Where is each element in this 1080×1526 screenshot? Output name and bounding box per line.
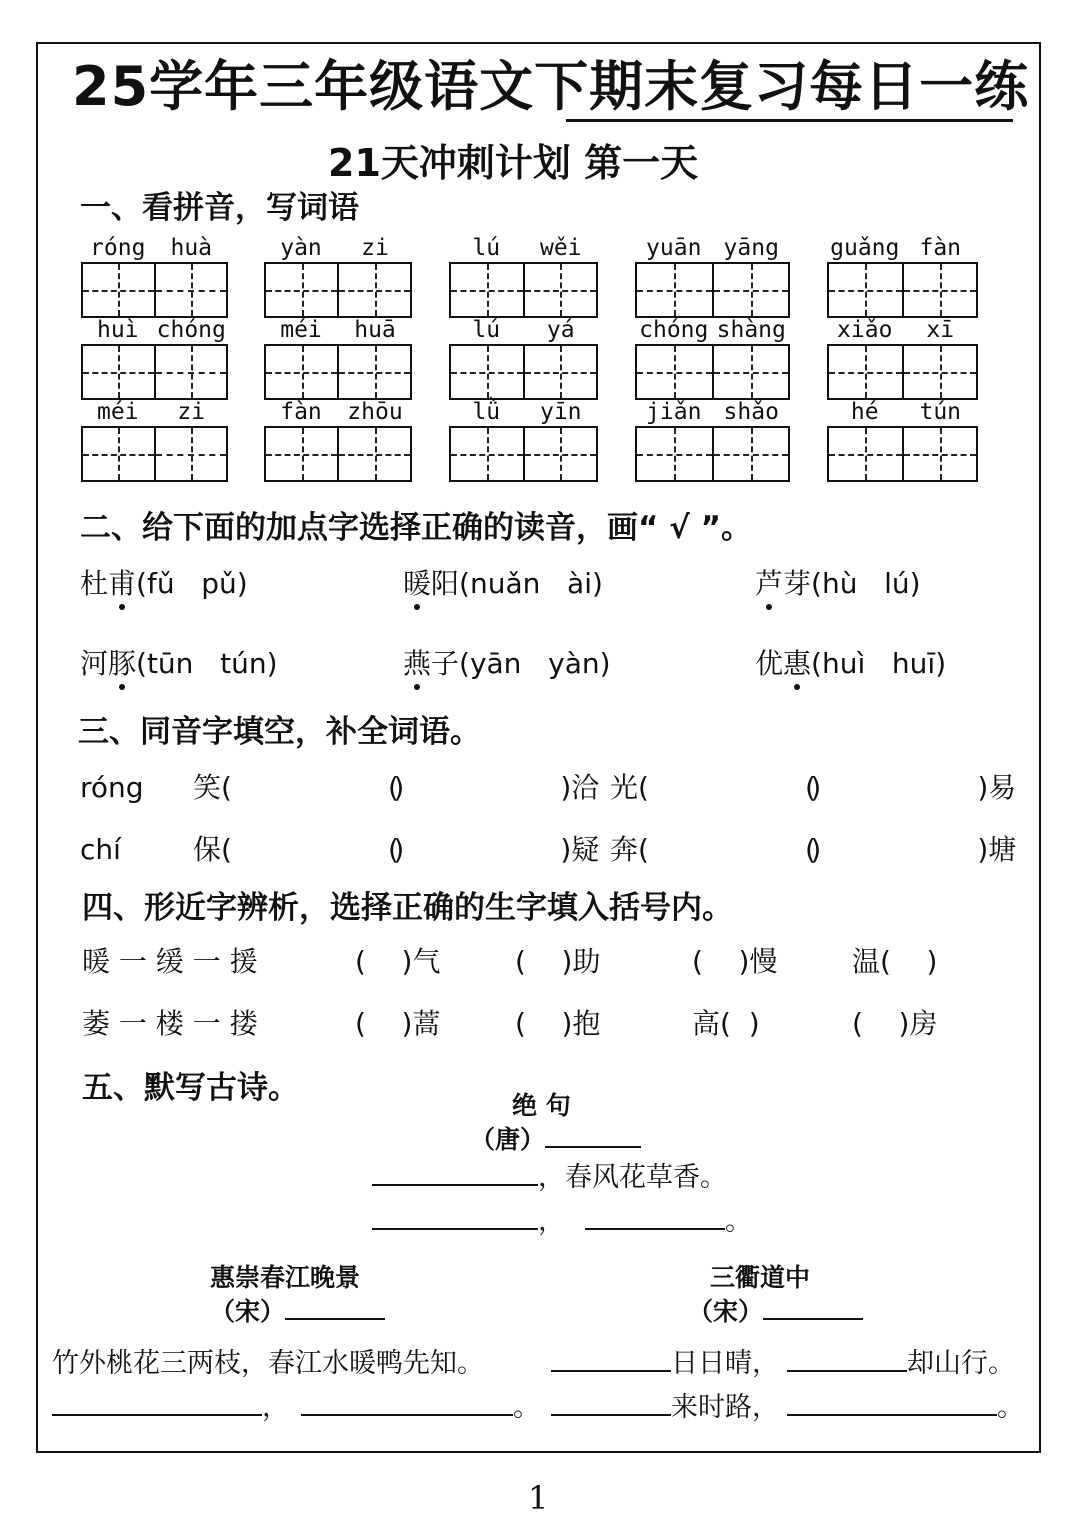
fill-blank-item[interactable]: 高( ) (692, 1007, 760, 1040)
tianzige-cell[interactable] (712, 264, 789, 316)
poem2-title: 惠崇春江晚景 (210, 1263, 361, 1292)
poem3-line1 (551, 1346, 1015, 1382)
tianzige-cell[interactable] (337, 428, 410, 480)
poem1-dynasty (470, 1124, 641, 1156)
fill-blank-item[interactable]: ( )洽 (388, 771, 600, 804)
tianzige-box-pair (635, 262, 790, 318)
fill-blank-item[interactable]: ( )抱 (515, 1007, 601, 1040)
pronunciation-item (80, 646, 278, 682)
pinyin-options[interactable]: (yān yàn) (459, 647, 611, 680)
pinyin-label: yuān (646, 235, 702, 261)
fill-blank-item[interactable]: 温( ) (852, 945, 938, 978)
tianzige-box-pair (264, 262, 412, 318)
poem1-line1-blank[interactable] (372, 1183, 538, 1186)
tianzige-cell[interactable] (266, 428, 337, 480)
section3-heading: 三、同音字填空，补全词语。 (78, 714, 481, 750)
tianzige-cell[interactable] (902, 428, 977, 480)
word-char: 燕 (403, 647, 432, 680)
tianzige-box-pair (635, 344, 790, 400)
word-char: 子 (431, 647, 460, 680)
poem3-dynasty-text: （宋） (688, 1297, 764, 1326)
poem2-line2-end: 。 (513, 1392, 540, 1423)
fill-blank-item[interactable]: 光( ) (610, 771, 822, 804)
pinyin-label: xī (926, 317, 955, 343)
pinyin-label: huì (96, 317, 139, 343)
pinyin-label: chóng (156, 317, 226, 343)
pinyin-label: wěi (539, 235, 582, 261)
poem1-line2-comma: ， (538, 1206, 565, 1237)
poem3-line2-blank-b[interactable] (787, 1413, 997, 1416)
word-char: 芽 (783, 567, 812, 600)
pronunciation-item (403, 646, 611, 682)
fill-blank-item[interactable]: ( )气 (355, 945, 441, 978)
tianzige-cell[interactable] (266, 346, 337, 398)
word-char: 豚 (108, 647, 137, 680)
pinyin-options[interactable]: (fǔ pǔ) (136, 567, 248, 600)
tianzige-box-pair (264, 426, 412, 482)
poem3-line1-text-b: 却山行。 (907, 1348, 1015, 1379)
pinyin-label: zhōu (347, 399, 403, 425)
tianzige-cell[interactable] (523, 428, 597, 480)
pinyin-label: yīn (539, 399, 582, 425)
poem3-line1-blank-b[interactable] (787, 1369, 907, 1372)
poem1-line2-end: 。 (725, 1206, 752, 1237)
pinyin-label: xiǎo (837, 317, 893, 343)
page-subtitle: 21天冲刺计划 第一天 (328, 141, 699, 185)
tianzige-box-pair (827, 262, 978, 318)
poem1-line2 (372, 1204, 752, 1240)
word-char: 芦 (755, 567, 784, 600)
pinyin-label: chóng (639, 317, 709, 343)
pronunciation-item (403, 566, 603, 602)
pinyin-label: fàn (919, 235, 962, 261)
pinyin-label: shàng (716, 317, 786, 343)
tianzige-cell[interactable] (902, 264, 977, 316)
tianzige-cell[interactable] (712, 428, 789, 480)
tianzige-cell[interactable] (266, 264, 337, 316)
pinyin-label: lú (472, 317, 501, 343)
poem1-title: 绝 句 (512, 1091, 571, 1120)
tianzige-cell[interactable] (83, 264, 154, 316)
poem2-dynasty-text: （宋） (210, 1297, 286, 1326)
fill-blank-item[interactable]: ( )蒿 (355, 1007, 441, 1040)
section1-heading: 一、看拼音，写词语 (80, 190, 359, 226)
pinyin-label: guǎng (830, 235, 900, 261)
poem1-line2-blank-b[interactable] (585, 1227, 725, 1230)
section2-heading: 二、给下面的加点字选择正确的读音，画“ √ ”。 (80, 510, 753, 546)
pinyin-label: méi (280, 317, 322, 343)
poem3-line2-end: 。 (997, 1392, 1024, 1423)
poem2-line2-blank-b[interactable] (301, 1413, 513, 1416)
pinyin-label: lǜ (472, 399, 501, 425)
poem1-line1 (372, 1160, 727, 1196)
pronunciation-item (755, 646, 946, 682)
fill-blank-item[interactable]: 笑( ) (193, 771, 405, 804)
pinyin-label: zi (361, 235, 389, 261)
tianzige-cell[interactable] (154, 428, 227, 480)
poem1-line2-blank-a[interactable] (372, 1227, 538, 1230)
pinyin-options[interactable]: (nuǎn ài) (459, 567, 603, 600)
poem3-line2 (551, 1390, 1024, 1426)
tianzige-cell[interactable] (523, 346, 597, 398)
page-number: 1 (528, 1479, 549, 1517)
tianzige-cell[interactable] (337, 346, 410, 398)
fill-blank-item[interactable]: ( )助 (515, 945, 601, 978)
poem3-line2-text-a: 来时路， (671, 1392, 779, 1423)
fill-blank-item[interactable]: 奔( ) (610, 833, 822, 866)
tianzige-cell[interactable] (829, 428, 902, 480)
pinyin-label: hé (850, 399, 879, 425)
fill-blank-item[interactable]: 保( ) (193, 833, 405, 866)
tianzige-cell[interactable] (637, 428, 712, 480)
pinyin-label: fàn (280, 399, 322, 425)
word-char: 甫 (108, 567, 137, 600)
pinyin-label: shǎo (723, 399, 779, 425)
poem3-line1-text-a: 日日晴， (671, 1348, 779, 1379)
tianzige-box-pair (264, 344, 412, 400)
word-char: 河 (80, 647, 109, 680)
section4-heading: 四、形近字辨析，选择正确的生字填入括号内。 (82, 890, 733, 926)
poem3-author-blank[interactable] (763, 1317, 863, 1320)
poem3-line2-blank-a[interactable] (551, 1413, 671, 1416)
pinyin-prompt: chí (80, 833, 121, 866)
poem2-author-blank[interactable] (285, 1317, 385, 1320)
tianzige-cell[interactable] (154, 264, 227, 316)
pinyin-options[interactable]: (tūn tún) (136, 647, 278, 680)
poem3-line1-blank-a[interactable] (551, 1369, 671, 1372)
tianzige-box-pair (827, 344, 978, 400)
tianzige-box-pair (635, 426, 790, 482)
pinyin-label: róng (90, 235, 146, 261)
tianzige-cell[interactable] (83, 346, 154, 398)
pinyin-label: huà (170, 235, 213, 261)
tianzige-cell[interactable] (712, 346, 789, 398)
pronunciation-item (80, 566, 248, 602)
fill-blank-item[interactable]: ( )房 (852, 1007, 938, 1040)
tianzige-cell[interactable] (337, 264, 410, 316)
tianzige-cell[interactable] (523, 264, 597, 316)
page-title: 25学年三年级语文下期末复习每日一练 (72, 55, 1030, 118)
pinyin-options[interactable]: (hù lú) (811, 567, 921, 600)
tianzige-cell[interactable] (83, 428, 154, 480)
pinyin-label: méi (96, 399, 139, 425)
tianzige-cell[interactable] (829, 264, 902, 316)
poem2-dynasty (210, 1296, 385, 1328)
tianzige-box-pair (449, 426, 598, 482)
tianzige-cell[interactable] (637, 264, 712, 316)
poem3-title: 三衢道中 (710, 1263, 811, 1292)
pinyin-options[interactable]: (huì huī) (811, 647, 947, 680)
word-char: 惠 (783, 647, 812, 680)
tianzige-cell[interactable] (637, 346, 712, 398)
pinyin-label: jiǎn (646, 399, 702, 425)
fill-blank-item[interactable]: ( )慢 (692, 945, 778, 978)
section5-heading: 五、默写古诗。 (82, 1070, 299, 1106)
word-char: 阳 (431, 567, 460, 600)
pinyin-label: yāng (723, 235, 779, 261)
pinyin-label: huā (354, 317, 396, 343)
tianzige-cell[interactable] (902, 346, 977, 398)
poem2-line2 (52, 1390, 540, 1426)
pinyin-label: zi (177, 399, 206, 425)
tianzige-cell[interactable] (451, 346, 523, 398)
tianzige-cell[interactable] (451, 428, 523, 480)
character-group: 萎 一 楼 一 搂 (82, 1007, 258, 1040)
tianzige-box-pair (827, 426, 978, 482)
word-char: 优 (755, 647, 784, 680)
pinyin-label: yá (546, 317, 575, 343)
pinyin-label: lú (472, 235, 501, 261)
tianzige-box-pair (449, 262, 598, 318)
fill-blank-item[interactable]: ( )塘 (805, 833, 1017, 866)
word-char: 暖 (403, 567, 432, 600)
poem1-line1-text: ，春风花草香。 (538, 1162, 727, 1193)
poem1-author-blank[interactable] (545, 1145, 641, 1148)
poem3-dynasty (688, 1296, 863, 1328)
tianzige-box-pair (81, 262, 228, 318)
pronunciation-item (755, 566, 921, 602)
title-underline (566, 119, 1013, 122)
character-group: 暖 一 缓 一 援 (82, 945, 258, 978)
tianzige-box-pair (81, 344, 228, 400)
pinyin-prompt: róng (80, 771, 144, 804)
poem2-line1: 竹外桃花三两枝，春江水暖鸭先知。 (52, 1348, 484, 1379)
poem1-dynasty-text: （唐） (470, 1125, 546, 1154)
poem2-line2-comma: ， (262, 1392, 289, 1423)
tianzige-cell[interactable] (829, 346, 902, 398)
poem2-line2-blank-a[interactable] (52, 1413, 262, 1416)
fill-blank-item[interactable]: ( )易 (805, 771, 1017, 804)
tianzige-box-pair (81, 426, 228, 482)
tianzige-cell[interactable] (154, 346, 227, 398)
fill-blank-item[interactable]: ( )疑 (388, 833, 600, 866)
pinyin-label: yàn (280, 235, 322, 261)
tianzige-cell[interactable] (451, 264, 523, 316)
pinyin-label: tún (919, 399, 962, 425)
word-char: 杜 (80, 567, 109, 600)
tianzige-box-pair (449, 344, 598, 400)
